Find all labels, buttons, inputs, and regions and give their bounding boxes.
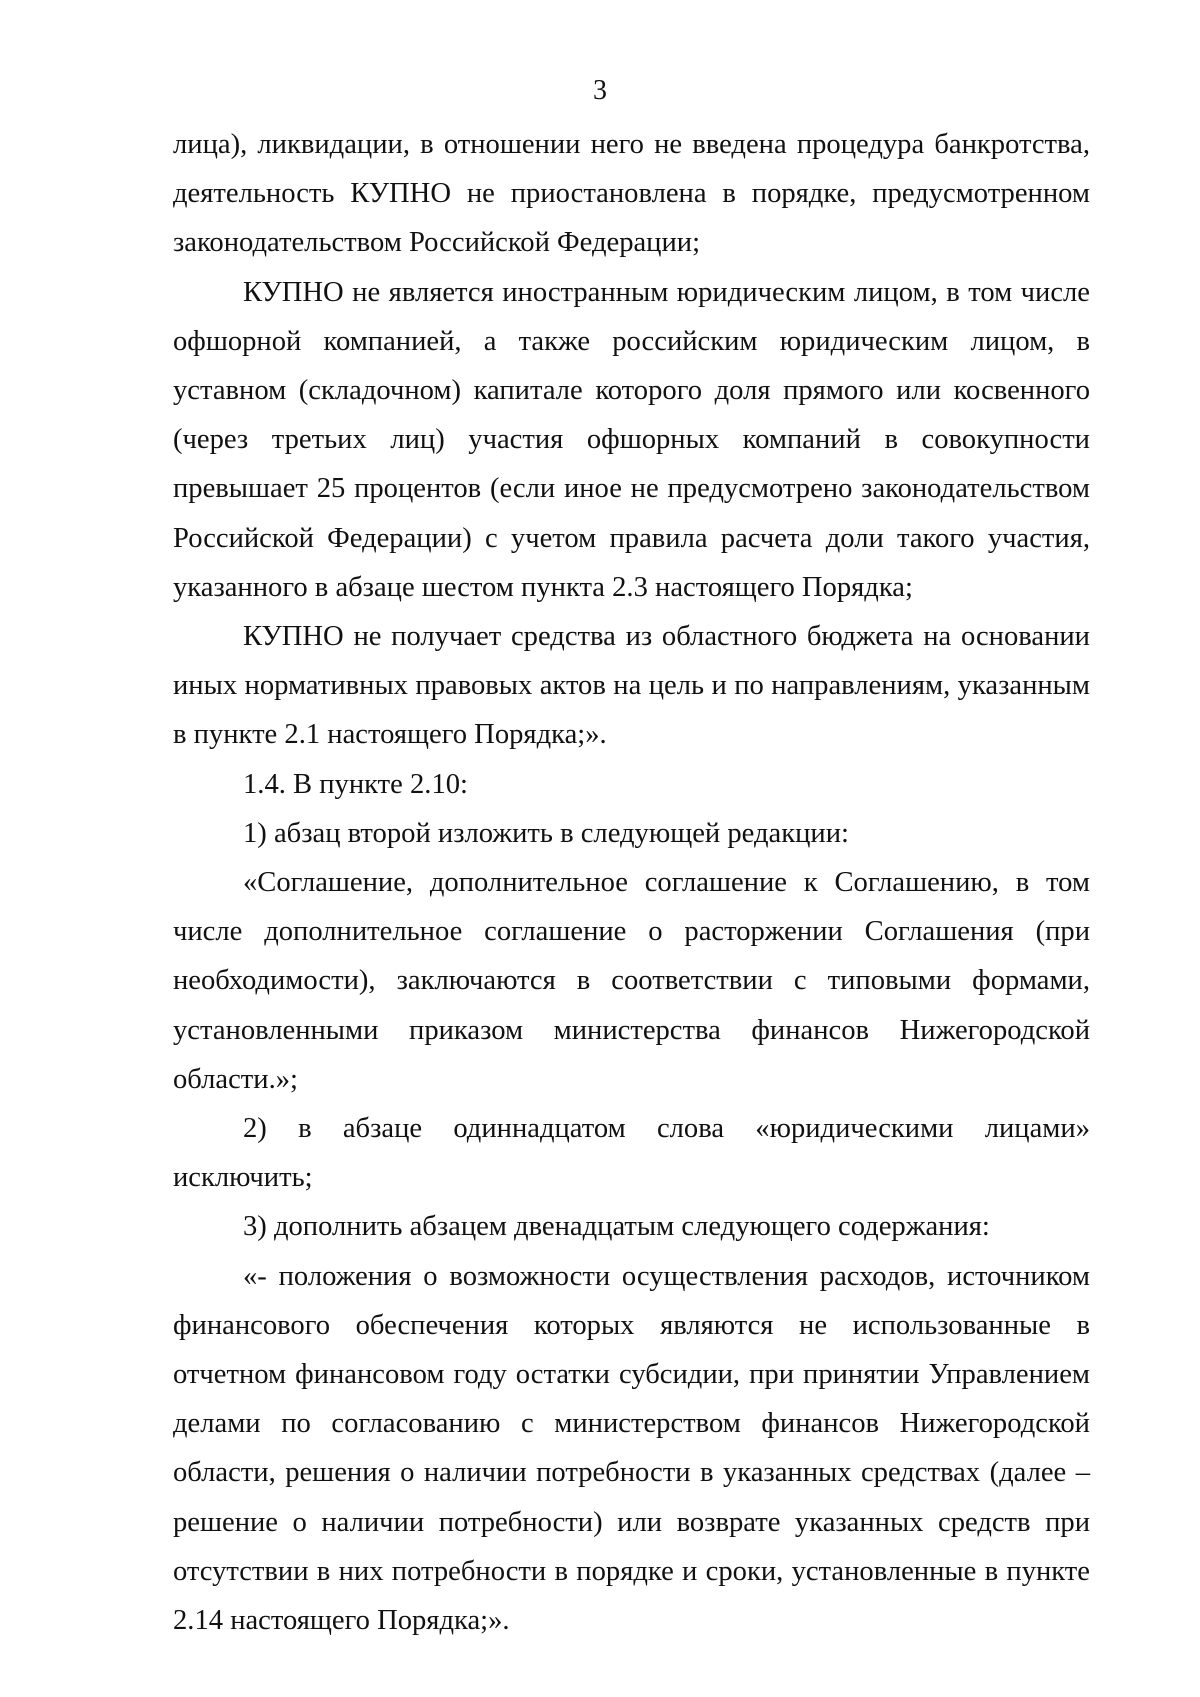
paragraph-budget-funds-condition: КУПНО не получает средства из областного бюджета на основании иных нормативных правовых актов на цель и по направлениям, указанным в пункте 2.1 настоящего Порядка;». <box>173 621 1090 751</box>
paragraph-eligibility-continued: лица), ликвидации, в отношении него не введена процедура банкротства, деятельность КУПНО не приостановлена в порядке, предусмотренном законодательством Российской Федерации; <box>173 129 1090 259</box>
page-number: 3 <box>593 75 607 106</box>
document-body <box>173 120 1090 1645</box>
paragraph-subitem-1: 1) абзац второй изложить в следующей редакции: <box>243 817 849 849</box>
paragraph-subitem-3: 3) дополнить абзацем двенадцатым следующего содержания: <box>243 1211 990 1243</box>
paragraph-subitem-2: 2) в абзаце одиннадцатом слова «юридическими лицами» исключить; <box>173 1113 1090 1194</box>
paragraph-offshore-condition: КУПНО не является иностранным юридическим лицом, в том числе офшорной компанией, а также российским юридическим лицом, в уставном (складочном) капитале которого доля прямого или косвенного (через третьих лиц) участия офшорных компаний в совокупности превышает 25 процентов (если иное не предусмотрено законодательством Российской Федерации) с учетом правила расчета доли такого участия, указанного в абзаце шестом пункта 2.3 настоящего Порядка; <box>173 276 1090 603</box>
paragraph-agreement-wording: «Соглашение, дополнительное соглашение к Соглашению, в том числе дополнительное соглашение о расторжении Соглашения (при необходимости), заключаются в соответствии с типовыми формами, установленными приказом министерства финансов Нижегородской области.»; <box>173 867 1090 1095</box>
paragraph-item-1-4: 1.4. В пункте 2.10: <box>243 768 468 800</box>
paragraph-new-provision: «- положения о возможности осуществления расходов, источником финансового обеспечения которых являются не использованные в отчетном финансовом году остатки субсидии, при принятии Управлением делами по согласованию с министерством финансов Нижегородской области, решения о наличии потребности в указанных средствах (далее – решение о наличии потребности) или возврате указанных средств при отсутствии в них потребности в порядке и сроки, установленные в пункте 2.14 настоящего Порядка;». <box>173 1260 1090 1637</box>
